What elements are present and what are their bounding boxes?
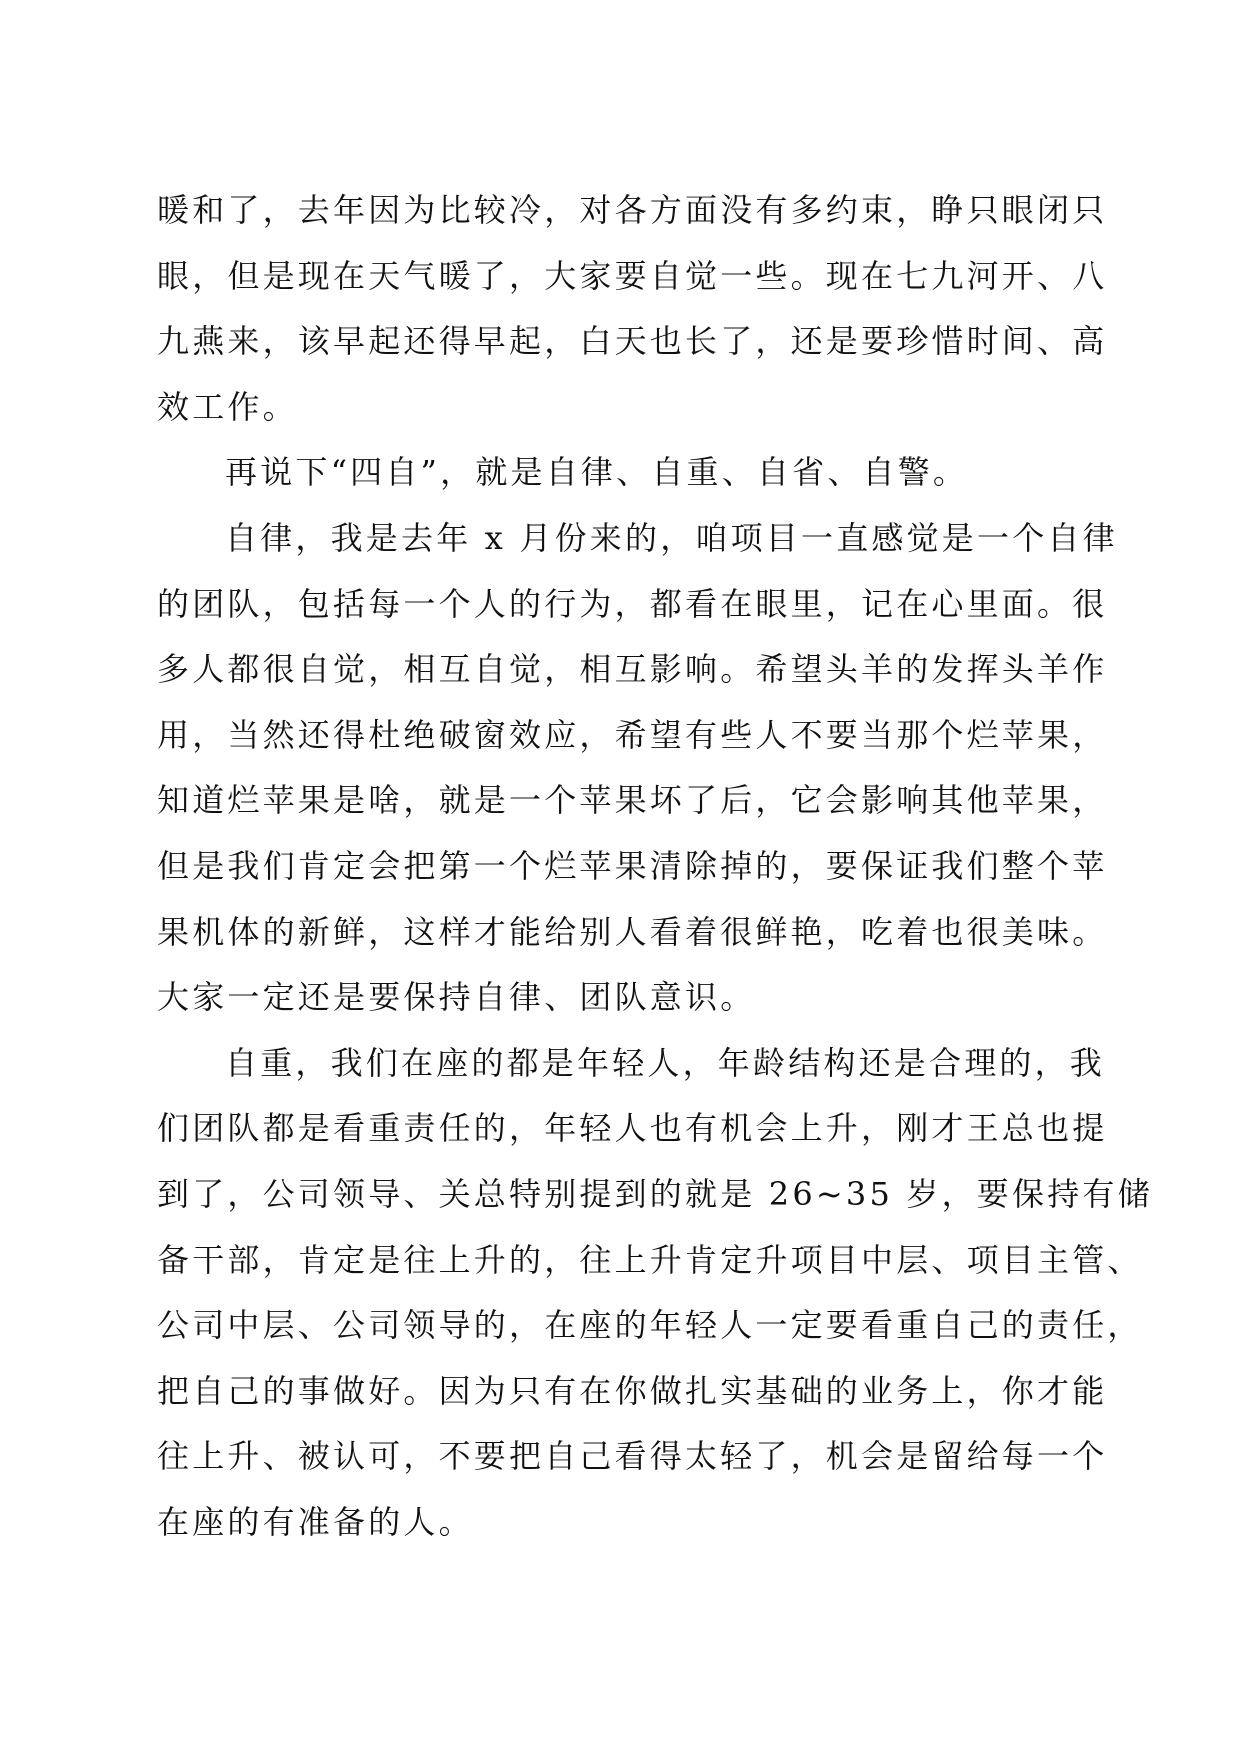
text-line: 备干部，肯定是往上升的，往上升肯定升项目中层、项目主管、 [157,1240,1143,1279]
text-line: 把自己的事做好。因为只有在你做扎实基础的业务上，你才能 [157,1371,1108,1410]
body-text [157,178,1153,1555]
text-line: 多人都很自觉，相互自觉，相互影响。希望头羊的发挥头羊作 [157,650,1108,689]
text-line: 但是我们肯定会把第一个烂苹果清除掉的，要保证我们整个苹 [157,846,1108,885]
text-line: 的团队，包括每一个人的行为，都看在眼里，记在心里面。很 [157,584,1108,623]
text-line: 用，当然还得杜绝破窗效应，希望有些人不要当那个烂苹果， [157,715,1108,754]
text-line: 公司中层、公司领导的，在座的年轻人一定要看重自己的责任， [157,1306,1143,1345]
text-line: 果机体的新鲜，这样才能给别人看着很鲜艳，吃着也很美味。 [157,912,1108,951]
text-line: 自重，我们在座的都是年轻人，年龄结构还是合理的，我 [225,1043,1106,1082]
text-line: 自律，我是去年 x 月份来的，咱项目一直感觉是一个自律 [225,518,1118,557]
text-line: 再说下“四自”，就是自律、自重、自省、自警。 [225,453,969,492]
text-line: 暖和了，去年因为比较冷，对各方面没有多约束，睁只眼闭只 [157,191,1108,229]
text-line: 九燕来，该早起还得早起，白天也长了，还是要珍惜时间、高 [157,322,1108,361]
text-line: 大家一定还是要保持自律、团队意识。 [157,978,756,1017]
text-line: 在座的有准备的人。 [157,1502,474,1541]
text-line: 知道烂苹果是啥，就是一个苹果坏了后，它会影响其他苹果， [157,781,1108,820]
text-line: 们团队都是看重责任的，年轻人也有机会上升，刚才王总也提 [157,1109,1108,1148]
text-line: 眼，但是现在天气暖了，大家要自觉一些。现在七九河开、八 [157,256,1108,295]
text-line: 到了，公司领导、关总特别提到的就是 26~35 岁，要保持有储 [157,1174,1153,1213]
text-line: 往上升、被认可，不要把自己看得太轻了，机会是留给每一个 [157,1437,1108,1476]
text-line: 效工作。 [157,387,298,426]
